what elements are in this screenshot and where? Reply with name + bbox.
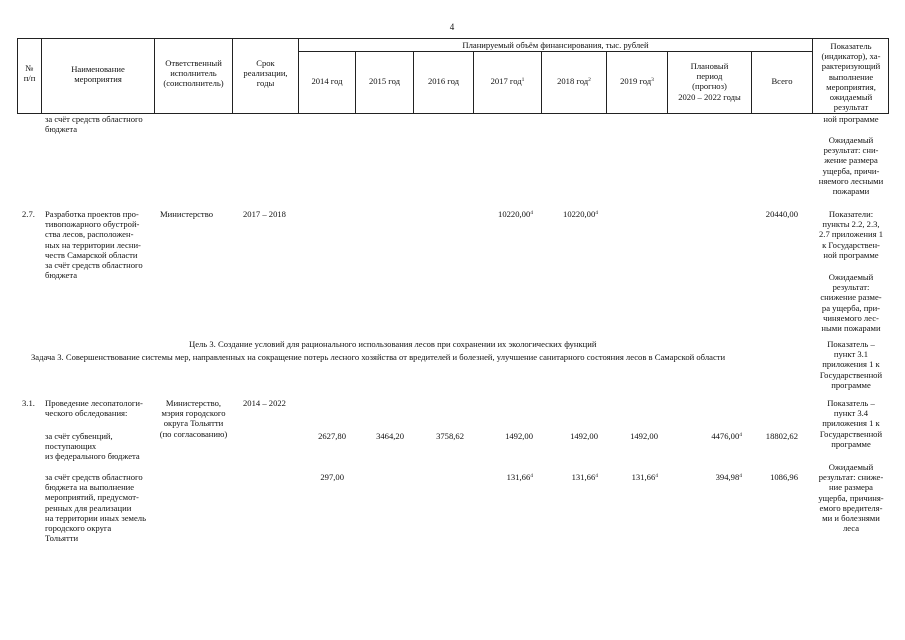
row31-sub1-2016: 3758,62 [436, 431, 464, 441]
row31-sub2-2017: 131,66$^4$ [506, 472, 533, 482]
row31-sub2-total: 1086,96 [770, 472, 798, 482]
row27-period: 2017 – 2018 [243, 209, 286, 219]
header-plan-period: Плановый период (прогноз) 2020 – 2022 годы [678, 61, 741, 102]
row31-executor: Министерство, мэрия городского округа Тольятти (по согласованию) [159, 398, 228, 439]
row31-name: Проведение лесопатологи- ческого обследования: [45, 398, 143, 419]
row31-sub2-plan: 394,98$^4$ [715, 472, 742, 482]
row31-sub1-2019: 1492,00 [630, 431, 658, 441]
cont-name: за счёт средств областного бюджета [45, 114, 143, 135]
row27-2018: 10220,00$^4$ [563, 209, 598, 219]
header-2019: 2019 год$^3$ [620, 76, 654, 86]
row27-name: Разработка проектов про- тивопожарного обустрой- ства лесов, расположен- ных на территории лесни- честв Самарской области за счёт средств областного бюджета [45, 209, 143, 281]
row31-sub2-expected-result: Ожидаемый результат: сниже- ние размера ущерба, причиня- емого вредителя- ми и болезнями леса [818, 462, 884, 534]
header-num: № п/п [23, 63, 36, 84]
header-2015: 2015 год [368, 76, 401, 86]
row31-sub1-total: 18802,62 [765, 431, 798, 441]
row31-sub2-2019: 131,66$^4$ [631, 472, 658, 482]
header-2017: 2017 год$^1$ [490, 76, 525, 86]
row31-indicator: Показатель – пункт 3.4 приложения 1 к Государственной программе [819, 398, 883, 449]
row31-sub2-name: за счёт средств областного бюджета на выполнение мероприятий, предусмот- ренных для реализации на территории иных земель городского округа Тольятти [45, 472, 146, 544]
goal-3-heading: Цель 3. Создание условий для рационального использования лесов при сохранении их экологических функций [189, 339, 597, 349]
header-executor: Ответственный исполнитель (соисполнитель) [163, 58, 224, 89]
header-2016: 2016 год [427, 76, 460, 86]
header-2018: 2018 год$^2$ [557, 76, 591, 86]
row31-sub2-2014: 297,00 [320, 472, 344, 482]
header-bottom-border [17, 113, 889, 114]
header-period: Срок реализации, годы [243, 58, 288, 89]
row31-period: 2014 – 2022 [243, 398, 286, 408]
row31-sub1-2018: 1492,00 [570, 431, 598, 441]
header-indicator: Показатель (индикатор), ха- рактеризующий выполнение мероприятия, ожидаемый результат [821, 41, 881, 113]
header-2014: 2014 год [311, 76, 343, 86]
table-top-border [17, 38, 889, 39]
row31-sub1-2015: 3464,20 [376, 431, 404, 441]
task-3-indicator: Показатель – пункт 3.1 приложения 1 к Государственной программе [819, 339, 883, 390]
row31-sub1-2014: 2627,80 [318, 431, 346, 441]
cont-expected-result: Ожидаемый результат: сни- жение размера ущерба, причи- няемого лесными пожарами [818, 135, 884, 197]
header-name: Наименование мероприятия [71, 64, 125, 85]
page-number: 4 [449, 22, 455, 32]
header-financing-title: Планируемый объём финансирования, тыс. рублей [462, 40, 649, 50]
task-3-heading: Задача 3. Совершенствование системы мер, направленных на сокращение потерь лесного хозяйства от вредителей и болезней, улучшение санитарного состояния лесов в Самарской области [31, 352, 726, 362]
header-total: Всего [771, 76, 793, 86]
row31-sub2-2018: 131,66$^4$ [571, 472, 598, 482]
row27-expected-result: Ожидаемый результат: снижение разме- ра ущерба, при- чиняемого лес- ными пожарами [820, 272, 882, 334]
row31-sub1-plan: 4476,00$^4$ [711, 431, 742, 441]
cont-indicator-tail: ной программе [823, 114, 879, 124]
row31-sub1-2017: 1492,00 [505, 431, 533, 441]
row27-num: 2.7. [22, 209, 35, 219]
row27-total: 20440,00 [765, 209, 798, 219]
row31-num: 3.1. [22, 398, 35, 408]
row27-indicators: Показатели: пункты 2.2, 2.3, 2.7 приложения 1 к Государствен- ной программе [819, 209, 883, 260]
row31-sub1-name: за счёт субвенций, поступающих из федерального бюджета [45, 431, 140, 462]
row27-executor: Министерство [160, 209, 213, 219]
financing-subheader-line [298, 51, 812, 52]
row27-2017: 10220,00$^4$ [498, 209, 533, 219]
